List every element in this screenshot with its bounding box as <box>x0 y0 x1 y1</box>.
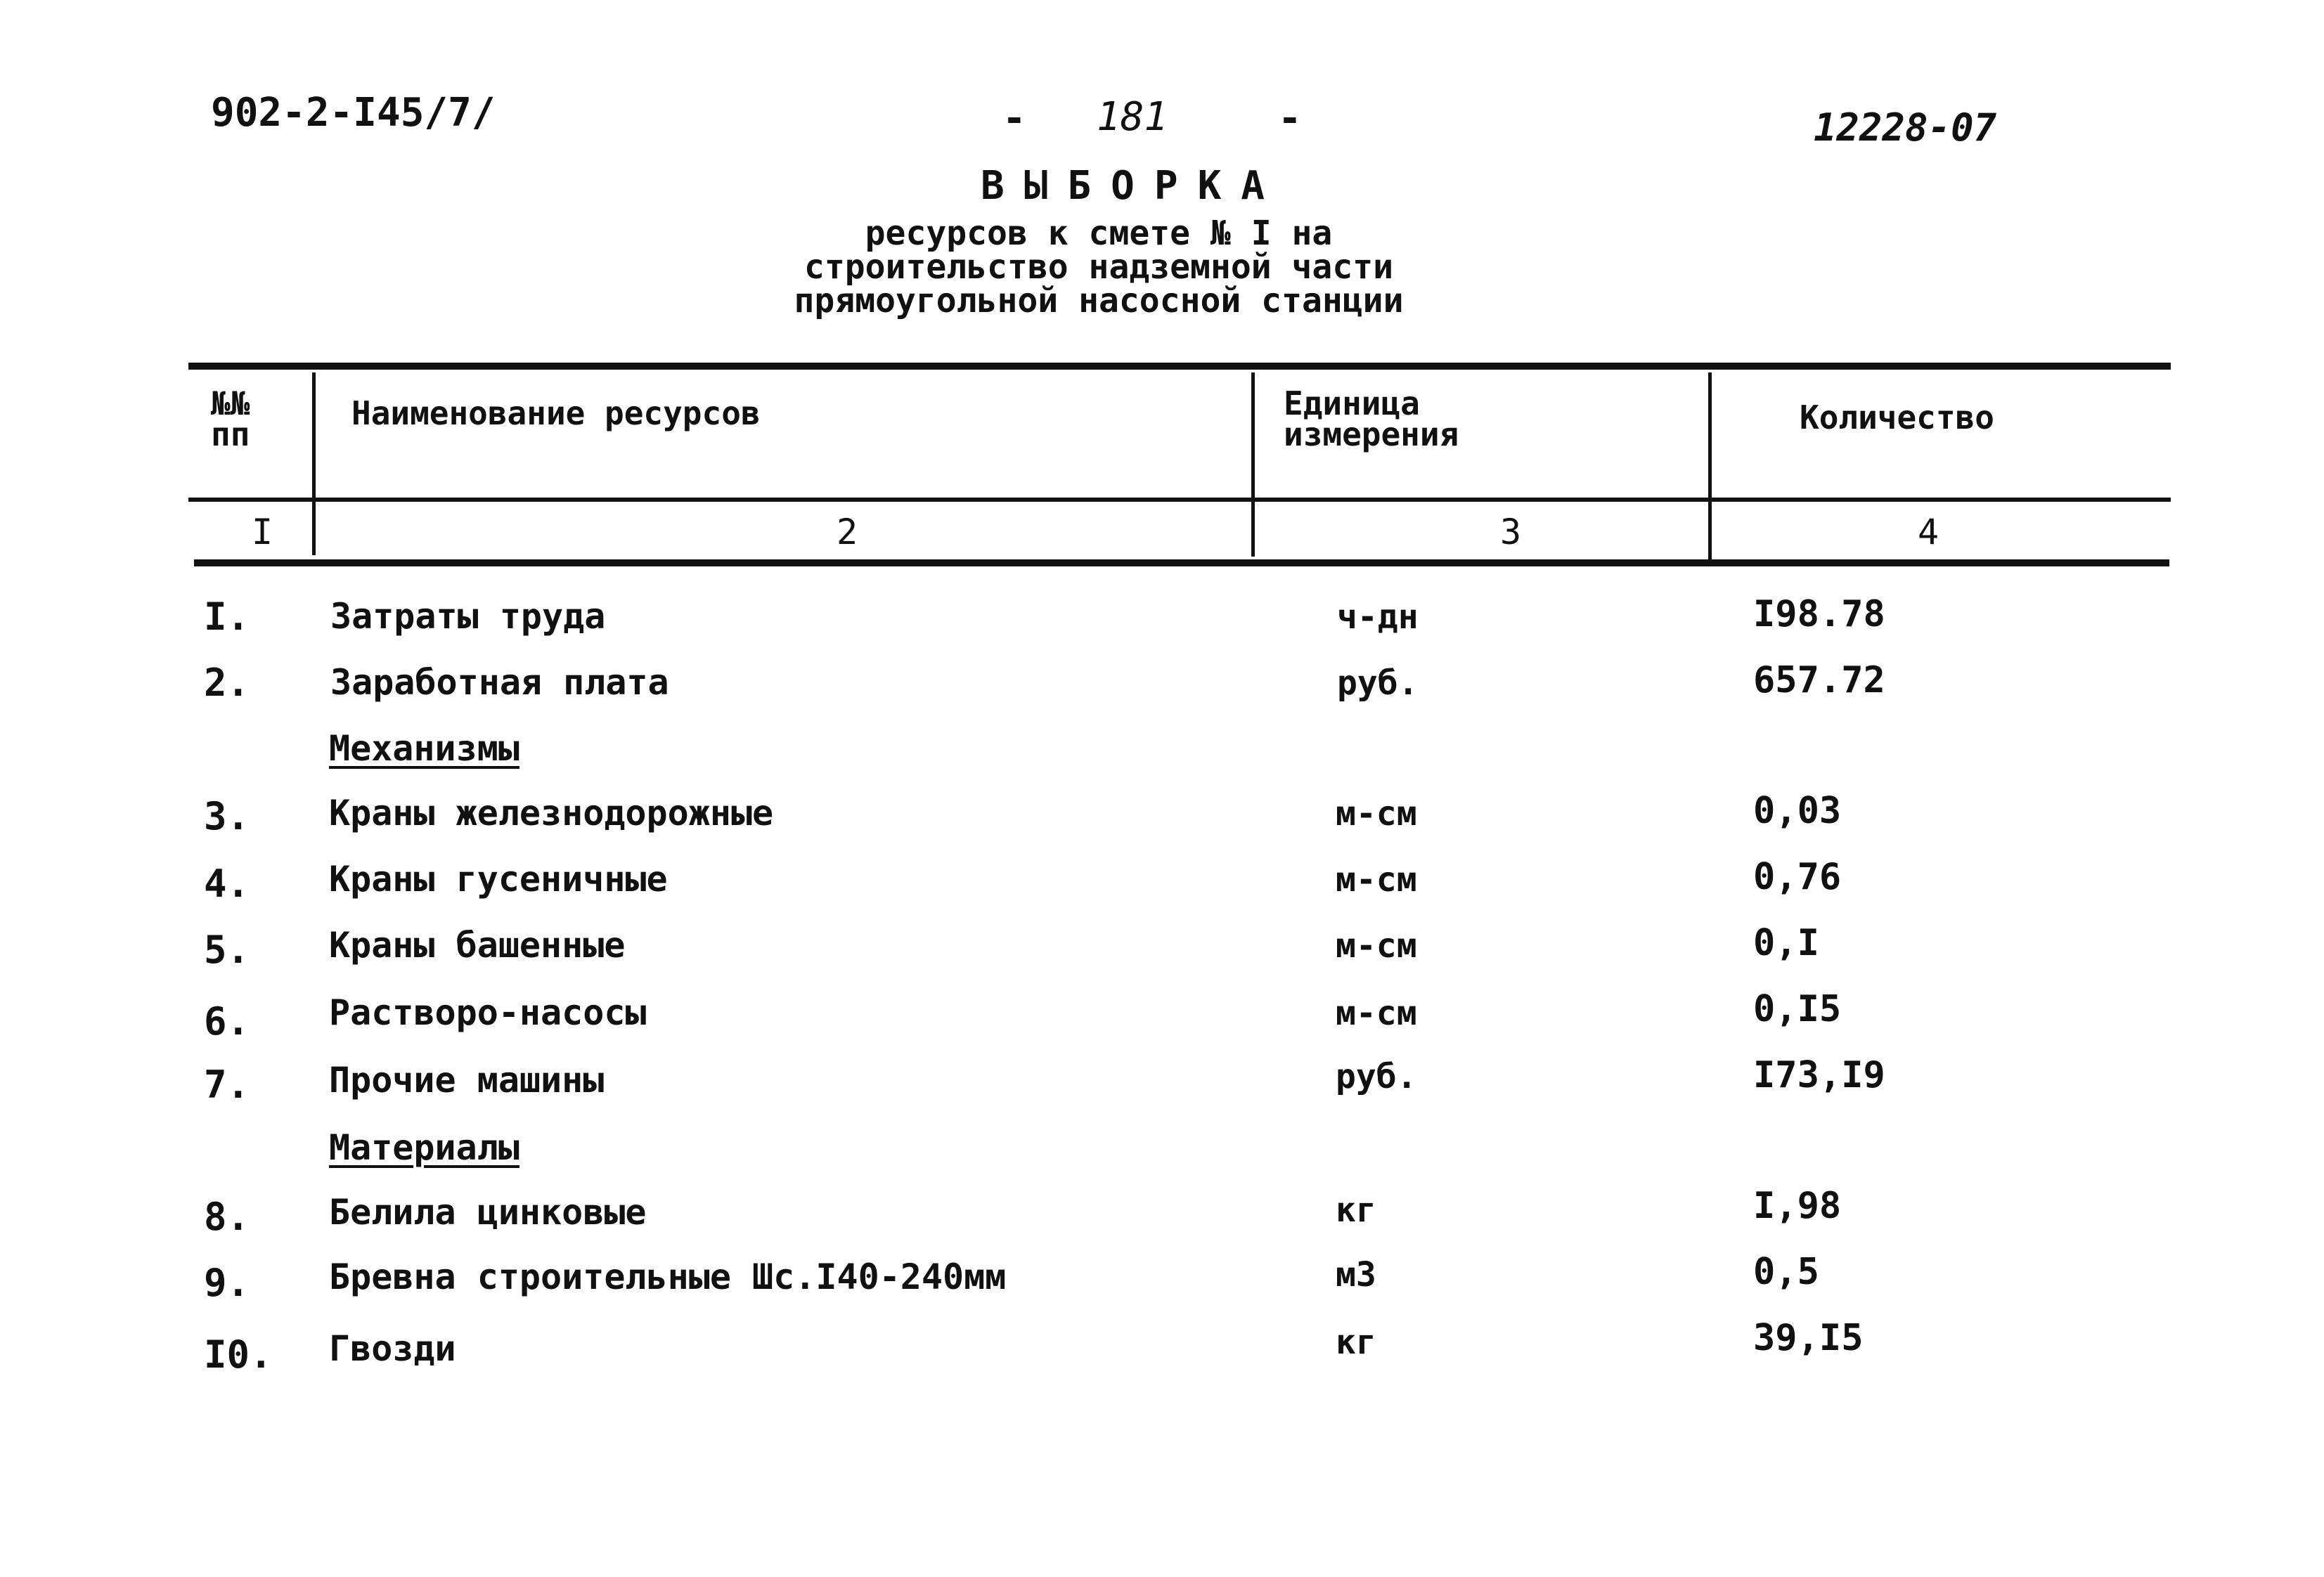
table-col-divider <box>1251 372 1255 557</box>
row-number: 2. <box>204 661 250 705</box>
row-number: 7. <box>204 1063 250 1107</box>
row-unit: м-см <box>1336 994 1417 1033</box>
row-unit: руб. <box>1336 1057 1417 1096</box>
page-number: 181 <box>1097 94 1168 140</box>
row-quantity: 657.72 <box>1753 659 1885 701</box>
subtitle-line: строительство надземной части <box>803 247 1394 287</box>
subtitle-line: прямоугольной насосной станции <box>794 281 1404 320</box>
row-quantity: 39,I5 <box>1753 1317 1864 1359</box>
header-number: №№ пп <box>211 384 250 453</box>
row-resource-name: Прочие машины <box>329 1060 605 1101</box>
row-number: 4. <box>204 862 250 906</box>
header-resource-name: Наименование ресурсов <box>351 394 761 432</box>
document-code: 902-2-I45/7/ <box>211 90 496 136</box>
row-resource-name: Затраты труда <box>330 596 606 637</box>
row-unit: м3 <box>1336 1255 1376 1294</box>
row-number: 9. <box>204 1261 250 1305</box>
row-unit: кг <box>1336 1190 1376 1230</box>
section-heading-mechanisms: Механизмы <box>329 728 519 769</box>
table-top-rule <box>188 363 2171 370</box>
row-number: 6. <box>204 999 250 1044</box>
subtitle-line: ресурсов к смете № I на <box>865 214 1333 253</box>
table-col-divider <box>1708 372 1712 564</box>
table-colnum-rule <box>194 559 2169 566</box>
row-resource-name: Краны башенные <box>329 925 626 966</box>
row-unit: руб. <box>1337 663 1419 703</box>
row-resource-name: Заработная плата <box>330 662 669 703</box>
header-quantity: Количество <box>1800 398 1994 436</box>
page-dash-left: - <box>1002 96 1026 141</box>
page-dash-right: - <box>1278 96 1302 141</box>
colnum-1: I <box>252 512 273 552</box>
row-resource-name: Растворо-насосы <box>329 992 647 1033</box>
row-resource-name: Гвозди <box>329 1328 456 1369</box>
table-header-rule <box>188 498 2171 502</box>
row-number: 3. <box>204 794 250 838</box>
archive-number: 12228-07 <box>1814 105 1997 150</box>
row-quantity: I,98 <box>1753 1185 1842 1227</box>
row-number: I. <box>204 595 250 639</box>
row-quantity: I98.78 <box>1753 593 1885 635</box>
row-unit: м-см <box>1336 794 1417 833</box>
colnum-4: 4 <box>1918 512 1939 552</box>
row-unit: кг <box>1336 1323 1376 1362</box>
row-resource-name: Краны гусеничные <box>329 859 668 900</box>
document-subtitle <box>0 216 2324 318</box>
row-quantity: 0,I5 <box>1753 988 1842 1030</box>
row-quantity: I73,I9 <box>1753 1054 1885 1096</box>
row-quantity: 0,76 <box>1753 856 1842 898</box>
row-resource-name: Бревна строительные Шс.I40-240мм <box>329 1257 1007 1297</box>
row-number: 5. <box>204 928 250 972</box>
row-number: 8. <box>204 1195 250 1239</box>
row-quantity: 0,5 <box>1753 1251 1819 1293</box>
document-title: ВЫБОРКА <box>981 163 1285 209</box>
row-quantity: 0,03 <box>1753 790 1842 832</box>
row-resource-name: Белила цинковые <box>329 1192 647 1233</box>
colnum-2: 2 <box>837 512 858 552</box>
row-number: I0. <box>204 1332 273 1377</box>
header-unit: Единица измерения <box>1284 384 1459 453</box>
row-unit: м-см <box>1336 860 1417 900</box>
row-unit: ч-дн <box>1337 597 1419 637</box>
section-heading-materials: Материалы <box>329 1127 519 1168</box>
colnum-3: 3 <box>1500 512 1522 552</box>
row-quantity: 0,I <box>1753 922 1819 964</box>
table-col-divider <box>312 372 316 555</box>
row-unit: м-см <box>1336 926 1417 966</box>
row-resource-name: Краны железнодорожные <box>329 793 774 833</box>
